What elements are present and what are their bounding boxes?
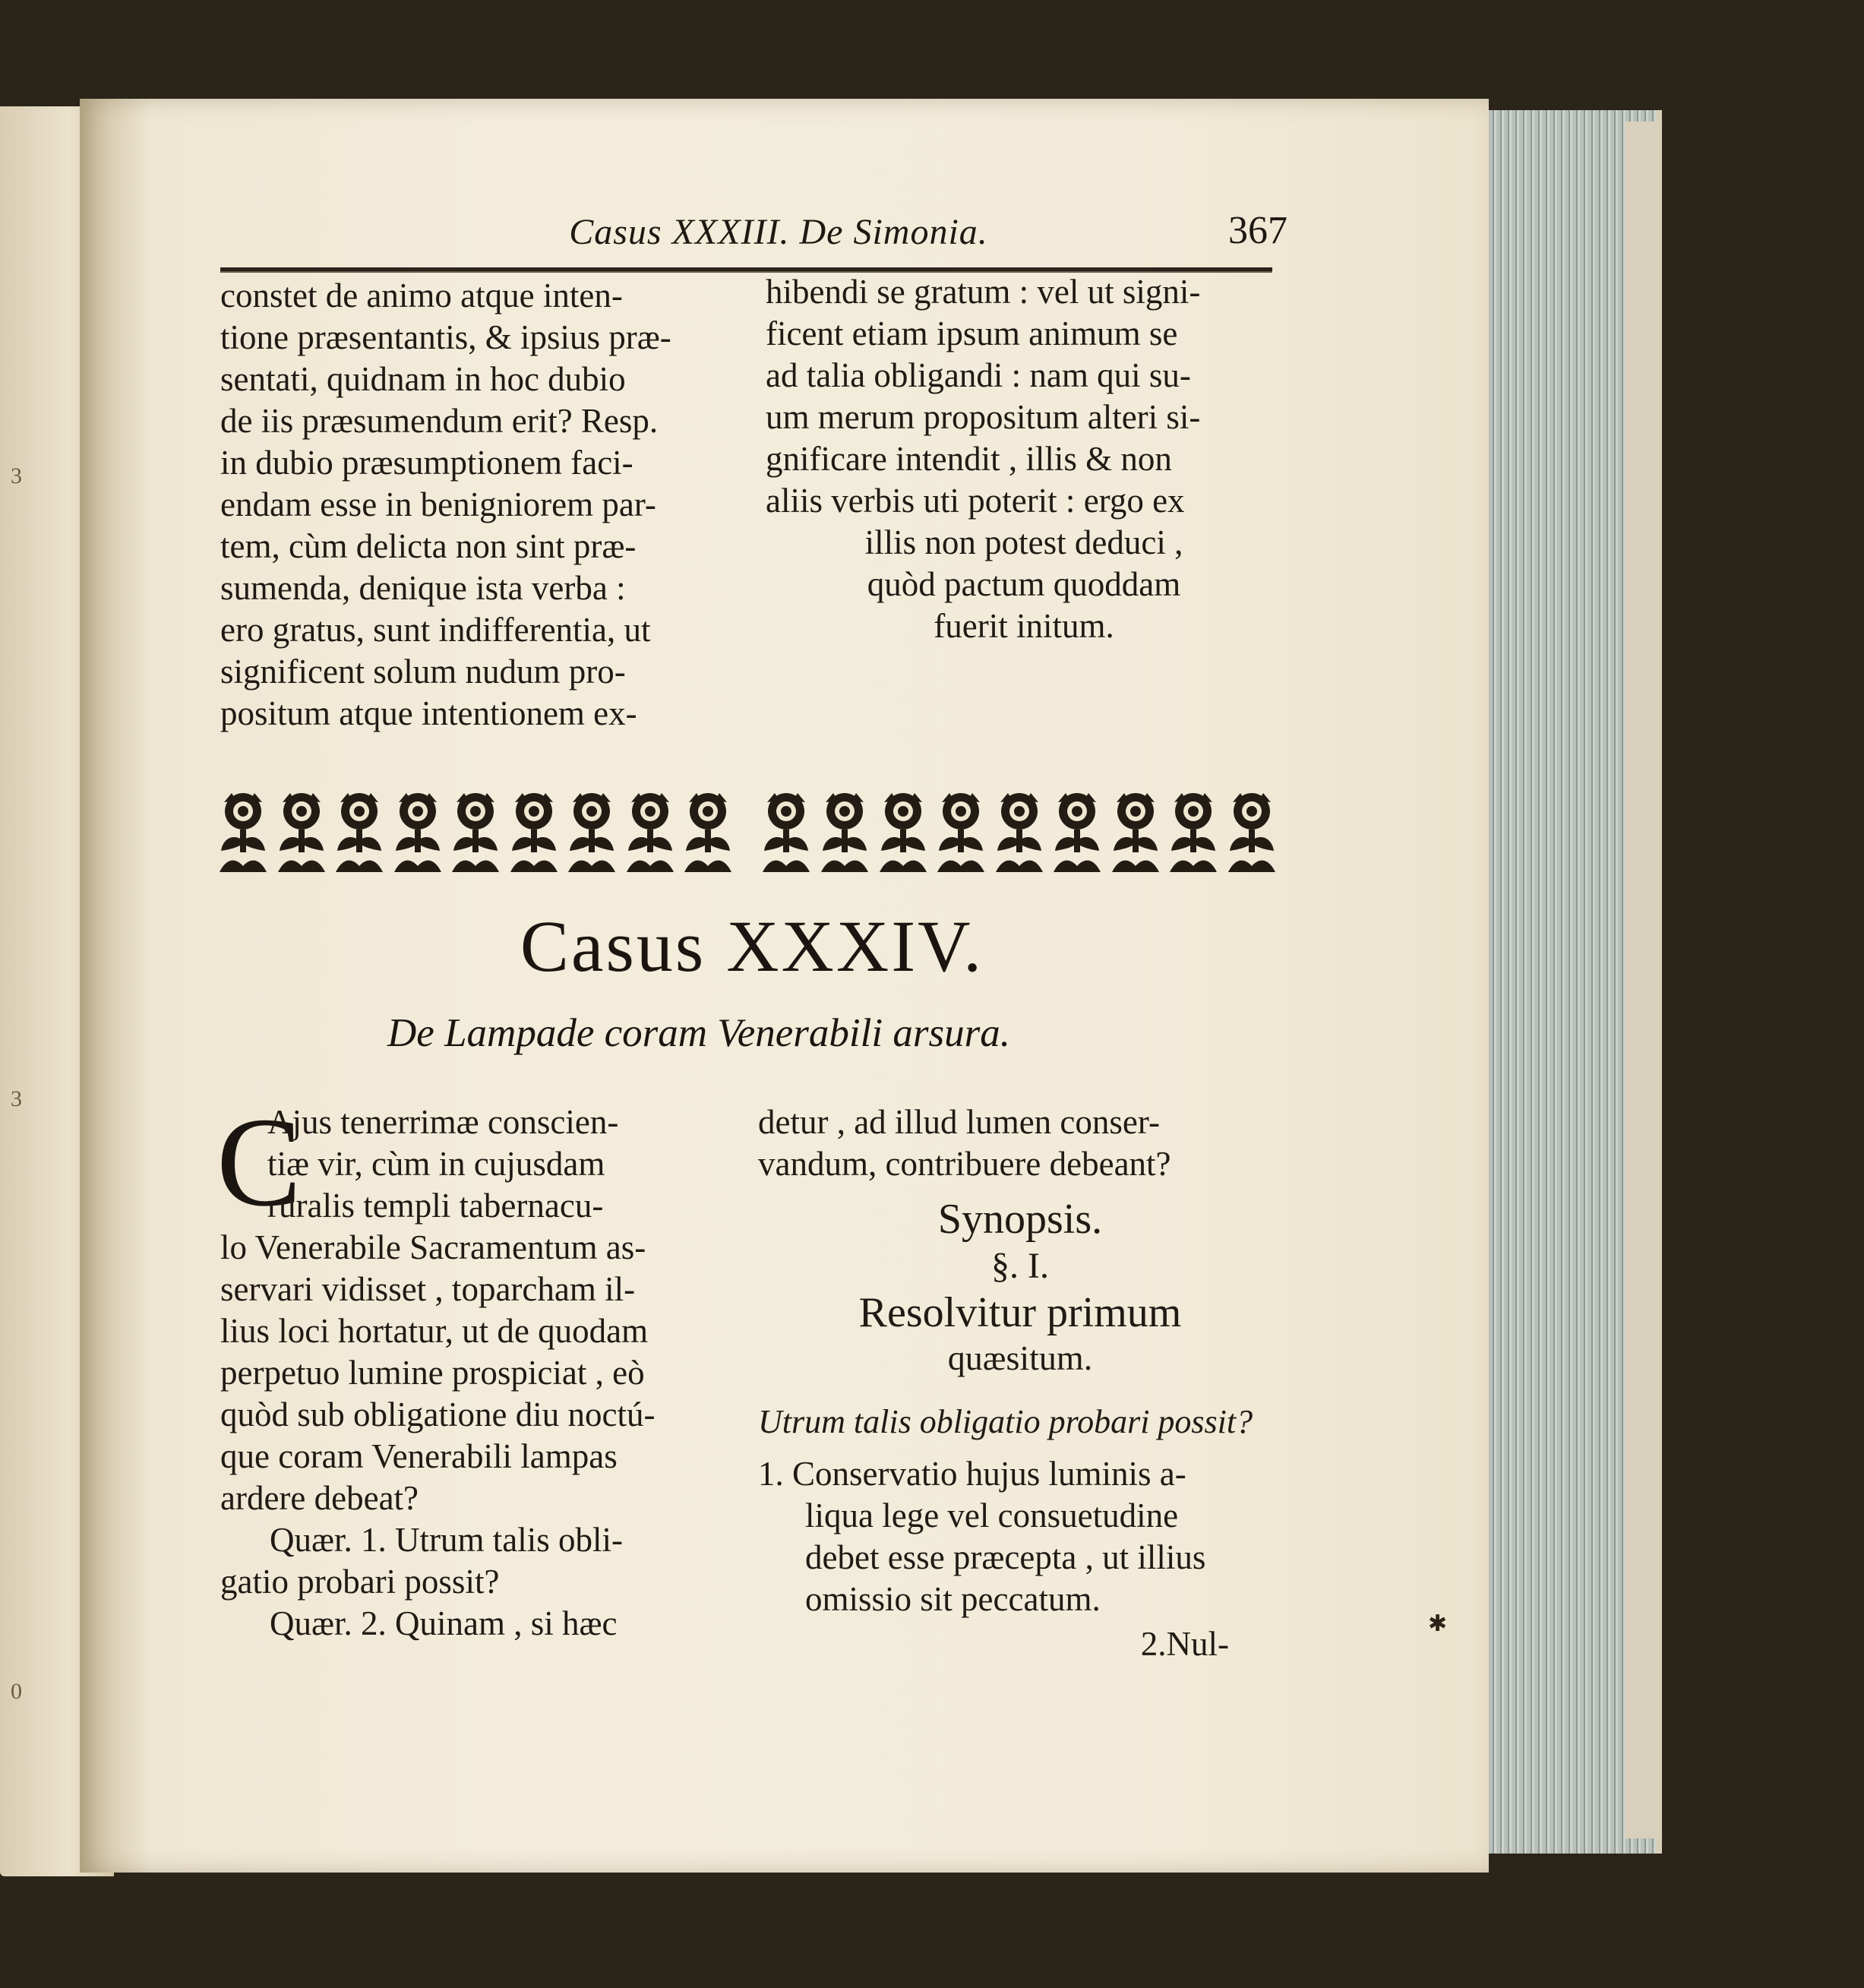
- text-line: que coram Venerabili lampas: [220, 1437, 618, 1475]
- text-line: lo Venerabile Sacramentum as-: [220, 1228, 646, 1266]
- text-line: tiæ vir, cùm in cujusdam: [267, 1145, 605, 1183]
- text-line: lius loci hortatur, ut de quodam: [220, 1312, 649, 1350]
- running-head: [448, 211, 1295, 264]
- question-line: Utrum talis obligatio probari possit?: [758, 1403, 1253, 1440]
- text-line: tem, cùm delicta non sint præ-: [220, 527, 637, 565]
- ornamental-band: [216, 786, 1278, 879]
- text-line: omissio sit peccatum.: [805, 1580, 1101, 1618]
- text-line: in dubio præsumptionem faci-: [220, 444, 633, 482]
- text-line: gnificare intendit , illis & non: [766, 440, 1172, 478]
- ornament-flower-icon: [681, 787, 735, 878]
- ornament-flower-icon: [1050, 787, 1104, 878]
- text-line: hibendi se gratum : vel ut signi-: [766, 273, 1201, 311]
- running-head-title: Casus XXXIII. De Simonia.: [569, 212, 988, 252]
- lower-right-column: [758, 1101, 1282, 1665]
- left-margin-mark: 3: [11, 463, 22, 488]
- ornament-flower-icon: [624, 787, 677, 878]
- ornament-flower-icon: [565, 787, 618, 878]
- text-line: 1. Conservatio hujus luminis a-: [758, 1455, 1186, 1493]
- ornament-flower-icon: [1225, 787, 1278, 878]
- text-line: positum atque intentionem ex-: [220, 694, 637, 732]
- ornament-flower-icon: [1167, 787, 1220, 878]
- section-heading-cont: quæsitum.: [947, 1339, 1093, 1377]
- text-line: de iis præsumendum erit? Resp.: [220, 402, 659, 440]
- catchword: 2.Nul-: [1140, 1625, 1229, 1663]
- text-line: detur , ad illud lumen conser-: [758, 1103, 1160, 1141]
- asterisk-icon: ✱: [1428, 1610, 1448, 1637]
- chapter-subtitle: De Lampade coram Venerabili arsura.: [387, 1011, 1010, 1055]
- text-line: Quær. 1. Utrum talis obli-: [270, 1521, 623, 1559]
- section-heading: Resolvitur primum: [858, 1289, 1182, 1336]
- lower-left-column: [220, 1101, 737, 1645]
- ornament-flower-icon: [818, 787, 871, 878]
- text-line: um merum propositum alteri si-: [766, 398, 1201, 436]
- ornament-flower-icon: [934, 787, 987, 878]
- text-line: perpetuo lumine prospiciat , eò: [220, 1354, 645, 1392]
- left-margin-mark: 3: [11, 1086, 22, 1111]
- text-line: fuerit initum.: [934, 607, 1114, 645]
- text-line: sentati, quidnam in hoc dubio: [220, 360, 626, 398]
- text-line: liqua lege vel consuetudine: [805, 1497, 1179, 1534]
- text-line: endam esse in benigniorem par-: [220, 485, 656, 523]
- text-line: debet esse præcepta , ut illius: [805, 1538, 1206, 1576]
- text-line: Quær. 2. Quinam , si hæc: [270, 1604, 618, 1642]
- text-line: sumenda, denique ista verba :: [220, 569, 626, 607]
- text-line: Ajus tenerrimæ conscien-: [267, 1103, 619, 1141]
- text-line: ardere debeat?: [220, 1479, 419, 1517]
- text-line: ad talia obligandi : nam qui su-: [766, 356, 1191, 394]
- chapter-title: Casus XXXIV.: [520, 906, 984, 987]
- text-line: aliis verbis uti poterit : ergo ex: [766, 482, 1185, 520]
- page-number: 367: [1228, 209, 1287, 252]
- text-line: ruralis templi tabernacu-: [267, 1187, 604, 1225]
- text-line: gatio probari possit?: [220, 1563, 500, 1601]
- text-line: tione præsentantis, & ipsius præ-: [220, 318, 671, 356]
- text-line: vandum, contribuere debeant?: [758, 1145, 1171, 1183]
- text-line: ficent etiam ipsum animum se: [766, 314, 1178, 352]
- section-mark: §. I.: [991, 1246, 1049, 1286]
- ornament-flower-icon: [993, 787, 1046, 878]
- ornament-flower-icon: [391, 787, 444, 878]
- drop-cap: C: [216, 1092, 302, 1233]
- ornament-flower-icon: [1109, 787, 1162, 878]
- ornament-flower-icon: [216, 787, 270, 878]
- text-line: quòd pactum quoddam: [867, 565, 1181, 603]
- back-cover: [1625, 122, 1660, 1838]
- ornament-flower-icon: [449, 787, 502, 878]
- text-line: significent solum nudum pro-: [220, 653, 626, 691]
- text-line: constet de animo atque inten-: [220, 277, 623, 314]
- left-margin-mark: 0: [11, 1679, 22, 1704]
- ornament-flower-icon: [333, 787, 386, 878]
- text-line: servari vidisset , toparcham il-: [220, 1270, 636, 1308]
- text-line: ero gratus, sunt indifferentia, ut: [220, 611, 651, 649]
- ornament-flower-icon: [507, 787, 561, 878]
- synopsis-heading: Synopsis.: [937, 1196, 1103, 1243]
- upper-right-column: [766, 271, 1282, 647]
- text-line: quòd sub obligatione diu noctú-: [220, 1395, 656, 1433]
- ornament-flower-icon: [877, 787, 930, 878]
- ornament-flower-icon: [760, 787, 813, 878]
- ornament-flower-icon: [275, 787, 328, 878]
- text-line: illis non potest deduci ,: [864, 523, 1183, 561]
- upper-left-column: [220, 275, 737, 735]
